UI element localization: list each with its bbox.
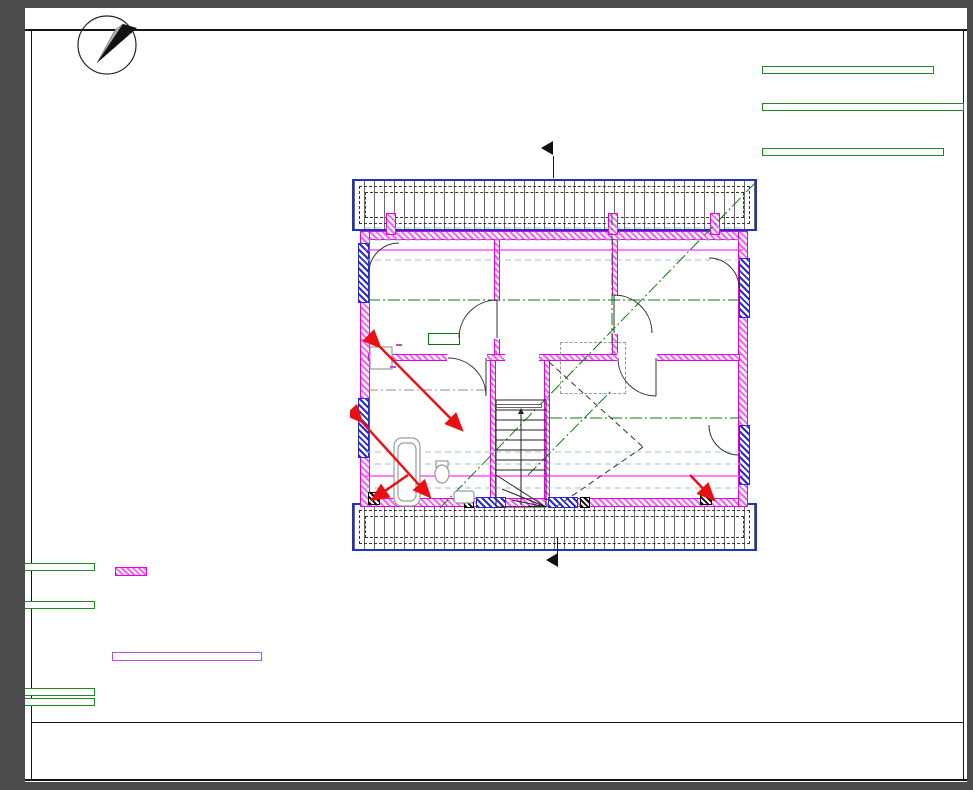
roof-dashed-inner2 <box>365 516 744 538</box>
fixture-label-durovil <box>396 344 402 346</box>
dim-chain-inner-1 <box>478 248 562 264</box>
dim-chain-right-4 <box>926 188 940 530</box>
dim-chain-inner-v2 <box>642 330 656 435</box>
wall-pier <box>710 213 720 235</box>
dim-chain-right-5 <box>958 188 972 530</box>
wall-hatch-swatch <box>115 567 147 576</box>
frame-line-titlesep <box>31 722 964 723</box>
wall-interior-middle <box>368 354 740 361</box>
dim-chain-left-magenta <box>304 182 318 534</box>
door-opening-landing <box>505 353 539 362</box>
dim-chain-inner-v1 <box>430 330 444 435</box>
clipped-note-1 <box>25 563 95 571</box>
hatch-legend-row <box>115 566 147 579</box>
dim-chain-top-bays <box>358 116 750 132</box>
fallpipe-block-right <box>700 492 712 505</box>
wall-exterior-top <box>362 231 748 240</box>
section-line-bottom <box>557 538 558 554</box>
clipped-notes-strip-2 <box>25 698 103 722</box>
dim-chain-right-2 <box>840 188 854 530</box>
eigenleistungen-block <box>763 576 967 722</box>
dim-chain-top-rooms <box>358 76 750 92</box>
fallpipe-block-left <box>368 492 380 505</box>
dim-chain-left-3 <box>148 188 162 530</box>
door-opening-bedroom <box>493 301 501 339</box>
window-left-bottom <box>358 398 369 458</box>
section-arrow-top <box>541 141 553 155</box>
wall-pier <box>608 213 618 235</box>
wall-stair-right <box>544 360 550 500</box>
dim-chain-left-1 <box>36 188 50 530</box>
roof-overhang-top <box>352 179 757 231</box>
dim-chain-right-1 <box>796 188 810 530</box>
frame-line-bottom <box>25 779 967 781</box>
lintel-note <box>115 566 147 579</box>
window-pier-block <box>464 497 474 508</box>
dim-chain-bottom-2 <box>358 622 750 638</box>
hhk-box <box>428 333 460 345</box>
dim-chain-left-5 <box>240 188 254 530</box>
section-line-top <box>553 156 554 178</box>
legend-box <box>112 652 262 661</box>
roof-dashed-inner2 <box>365 192 744 218</box>
clipped-note-2 <box>25 601 95 609</box>
section-arrow-bottom <box>546 553 558 567</box>
note-giebelanker <box>762 148 944 156</box>
attic-hatch-outline <box>560 342 626 394</box>
window-right-bottom <box>739 425 750 485</box>
window-left-top <box>358 243 369 303</box>
dim-chain-bottom-3 <box>358 658 750 674</box>
clipped-note-3 <box>25 688 95 696</box>
dim-chain-right-3 <box>884 188 898 530</box>
dim-chain-left-4 <box>196 188 210 530</box>
window-bottom-right <box>548 497 578 508</box>
note-windrispen <box>762 103 964 111</box>
dim-chain-left-2 <box>92 188 106 530</box>
note-dachbinder <box>762 66 934 74</box>
dim-chain-top-overall <box>358 32 750 48</box>
dim-chain-left-6 <box>284 188 298 530</box>
window-pier-block <box>580 497 590 508</box>
compass-rose <box>68 0 168 95</box>
fixture-label-sonetto <box>390 366 396 368</box>
dim-chain-inner-2 <box>545 270 601 286</box>
door-opening-child1 <box>611 296 619 334</box>
dim-chain-bottom-1 <box>358 572 750 588</box>
window-bottom-left <box>476 497 506 508</box>
roof-overhang-bottom <box>352 503 757 551</box>
stair-spec-box <box>496 404 542 408</box>
wall-stair-left <box>490 360 496 500</box>
wall-pier <box>386 213 396 235</box>
clipped-note-4 <box>25 698 95 706</box>
window-right-top <box>739 258 750 318</box>
door-opening-bath <box>447 353 487 362</box>
dim-chain-bottom-4 <box>358 690 750 706</box>
